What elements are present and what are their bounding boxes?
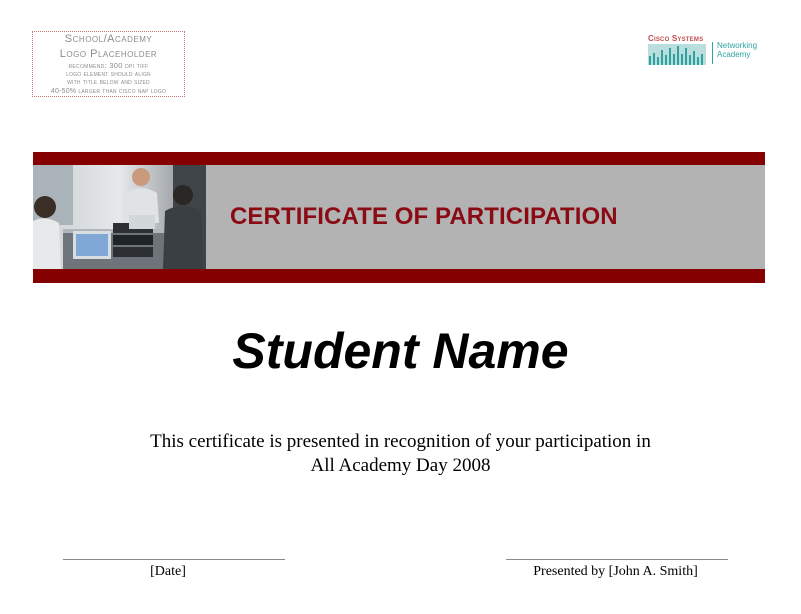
certificate-title: CERTIFICATE OF PARTICIPATION [230,203,618,230]
cisco-brand-text: Cisco Systems [648,34,704,43]
student-name: Student Name [232,323,569,379]
networking-academy-text [717,42,757,60]
date-label: [Date] [150,564,186,579]
networking-academy-line2: Academy [717,49,751,59]
logo-placeholder-line6: 40-50% larger than cisco nap logo [50,87,167,95]
classroom-photo [33,165,206,269]
logo-placeholder-line1: School/Academy [64,33,153,45]
cisco-bridge-bars-icon [648,44,706,65]
recognition-line2: All Academy Day 2008 [310,455,491,476]
banner-top-band [33,152,765,165]
school-logo-placeholder [32,31,185,97]
logo-placeholder-line3: recommend: 300 dpi tiff [68,61,149,71]
date-signature-line [63,559,285,560]
cisco-networking-academy-logo [648,34,763,68]
recognition-line1: This certificate is presented in recognition of your participation in [150,431,651,452]
recognition-text [0,430,801,478]
presenter-signature-line [506,559,728,560]
presenter-label: Presented by [John A. Smith] [533,564,698,579]
logo-placeholder-line4: logo element should align [66,70,151,78]
logo-placeholder-line2: Logo Placeholder [59,47,158,60]
banner-bottom-band [33,269,765,283]
networking-academy-line1: Networking [717,41,758,50]
logo-placeholder-line5: with title below and sized [67,79,150,87]
cisco-logo-divider [712,42,713,64]
